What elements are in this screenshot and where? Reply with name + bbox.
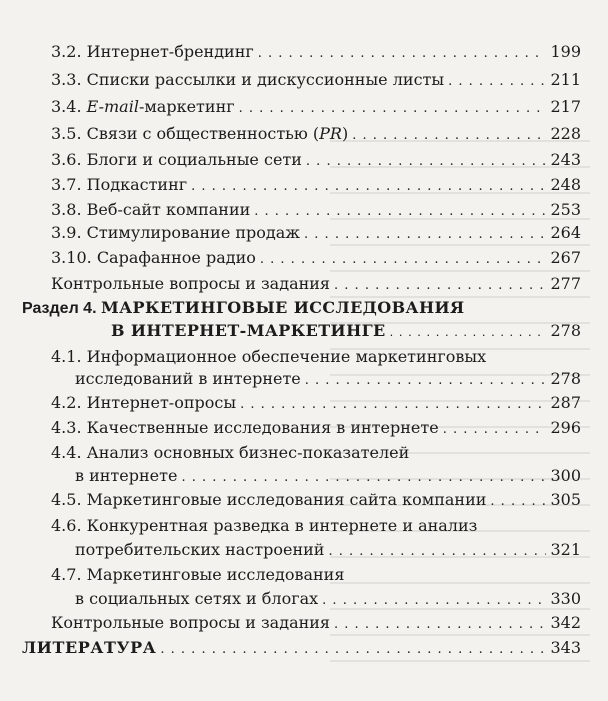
entry-title: Сарафанное радио bbox=[96, 248, 256, 267]
entry-number: 3.2. bbox=[51, 42, 82, 61]
page-number: 267 bbox=[550, 248, 581, 267]
page-number: 228 bbox=[550, 124, 581, 143]
toc-entry-3-8[interactable] bbox=[51, 201, 581, 221]
page-number: 248 bbox=[550, 175, 581, 194]
toc-entry-3-6[interactable] bbox=[51, 151, 581, 171]
page-number: 253 bbox=[550, 200, 581, 219]
leader-dots bbox=[448, 71, 546, 91]
entry-title: Контрольные вопросы и задания bbox=[51, 613, 331, 632]
entry-title: Качественные исследования в интернете bbox=[86, 418, 439, 437]
entry-number: 4.6. bbox=[51, 516, 82, 535]
leader-dots bbox=[181, 467, 546, 487]
leader-dots bbox=[443, 419, 547, 439]
toc-entry-3-questions[interactable] bbox=[51, 275, 581, 295]
page-number: 296 bbox=[550, 418, 581, 437]
page-number: 264 bbox=[550, 223, 581, 242]
page-number: 278 bbox=[550, 369, 581, 388]
leader-dots bbox=[239, 98, 547, 118]
entry-number: 3.6. bbox=[51, 150, 82, 169]
page-number: 211 bbox=[550, 70, 581, 89]
toc-entry-3-7[interactable] bbox=[51, 176, 581, 196]
entry-number: 3.5. bbox=[51, 124, 82, 143]
leader-dots bbox=[306, 151, 547, 171]
entry-title: Стимулирование продаж bbox=[86, 223, 301, 242]
entry-title: Интернет-брендинг bbox=[86, 42, 254, 61]
leader-dots bbox=[305, 370, 547, 390]
toc-entry-3-4[interactable] bbox=[51, 98, 581, 118]
toc-entry-4-4-line1[interactable] bbox=[51, 444, 409, 462]
entry-title: Блоги и социальные сети bbox=[86, 150, 302, 169]
page-number: 321 bbox=[550, 540, 581, 559]
leader-dots bbox=[258, 43, 547, 63]
entry-title: Контрольные вопросы и задания bbox=[51, 274, 331, 293]
entry-title: Веб-сайт компании bbox=[86, 200, 251, 219]
entry-number: 4.3. bbox=[51, 418, 82, 437]
entry-title-end: ) bbox=[341, 124, 349, 143]
entry-title: Маркетинговые исследования сайта компании bbox=[86, 490, 487, 509]
entry-number: 3.8. bbox=[51, 200, 82, 219]
section-title-line2: В ИНТЕРНЕТ-МАРКЕТИНГЕ bbox=[111, 321, 386, 340]
leader-dots bbox=[352, 125, 546, 145]
toc-entry-4-7[interactable] bbox=[75, 590, 581, 610]
leader-dots bbox=[490, 491, 546, 511]
entry-number: 4.1. bbox=[51, 347, 82, 366]
page-number: 278 bbox=[550, 321, 581, 340]
entry-title: Связи с общественностью ( bbox=[86, 124, 320, 143]
entry-title-italic: PR bbox=[319, 124, 342, 143]
entry-title: ЛИТЕРАТУРА bbox=[22, 638, 157, 657]
entry-number: 3.4. bbox=[51, 97, 82, 116]
entry-number: 4.7. bbox=[51, 565, 82, 584]
page-number: 342 bbox=[550, 613, 581, 632]
entry-number: 4.2. bbox=[51, 393, 82, 412]
toc-entry-3-2[interactable] bbox=[51, 43, 581, 63]
toc-entry-3-9[interactable] bbox=[51, 224, 581, 244]
page-number: 343 bbox=[550, 638, 581, 657]
entry-title-italic: E-mail bbox=[86, 97, 139, 116]
entry-title: -маркетинг bbox=[138, 97, 235, 116]
leader-dots bbox=[322, 590, 546, 610]
leader-dots bbox=[390, 323, 547, 341]
section-title-line1: МАРКЕТИНГОВЫЕ ИССЛЕДОВАНИЯ bbox=[100, 298, 465, 317]
leader-dots bbox=[260, 249, 547, 269]
section-4-heading-line2[interactable] bbox=[111, 322, 581, 341]
toc-entry-4-4[interactable] bbox=[75, 467, 581, 487]
page-number: 330 bbox=[550, 589, 581, 608]
toc-entry-3-10[interactable] bbox=[51, 249, 581, 269]
section-4-heading[interactable] bbox=[22, 299, 465, 318]
entry-title: Анализ основных бизнес-показателей bbox=[86, 443, 410, 462]
entry-number: 4.5. bbox=[51, 490, 82, 509]
toc-entry-4-5[interactable] bbox=[51, 491, 581, 511]
entry-title-cont: в интернете bbox=[75, 466, 178, 485]
leader-dots bbox=[160, 639, 546, 659]
entry-title: Конкурентная разведка в интернете и анализ bbox=[86, 516, 478, 535]
entry-number: 3.10. bbox=[51, 248, 92, 267]
page-number: 243 bbox=[550, 150, 581, 169]
page-number: 305 bbox=[550, 490, 581, 509]
toc-entry-literature[interactable] bbox=[22, 639, 581, 659]
page-number: 300 bbox=[550, 466, 581, 485]
entry-title: Информационное обеспечение маркетинговых bbox=[86, 347, 487, 366]
toc-entry-3-3[interactable] bbox=[51, 71, 581, 91]
leader-dots bbox=[334, 614, 546, 634]
leader-dots bbox=[328, 541, 546, 561]
page-number: 199 bbox=[550, 42, 581, 61]
entry-title-cont: исследований в интернете bbox=[75, 369, 301, 388]
page-number: 277 bbox=[550, 274, 581, 293]
leader-dots bbox=[334, 275, 546, 295]
entry-title: Интернет-опросы bbox=[86, 393, 237, 412]
toc-entry-4-1-line1[interactable] bbox=[51, 348, 486, 366]
entry-number: 3.7. bbox=[51, 175, 82, 194]
toc-entry-4-3[interactable] bbox=[51, 419, 581, 439]
entry-number: 4.4. bbox=[51, 443, 82, 462]
entry-number: 3.9. bbox=[51, 223, 82, 242]
entry-title: Списки рассылки и дискуссионные листы bbox=[86, 70, 445, 89]
toc-entry-4-6-line1[interactable] bbox=[51, 517, 477, 535]
leader-dots bbox=[304, 224, 546, 244]
entry-title: Подкастинг bbox=[86, 175, 188, 194]
toc-entry-4-2[interactable] bbox=[51, 394, 581, 414]
leader-dots bbox=[191, 176, 546, 196]
toc-entry-4-7-line1[interactable] bbox=[51, 566, 344, 584]
page-number: 287 bbox=[550, 393, 581, 412]
toc-entry-4-questions[interactable] bbox=[51, 614, 581, 634]
entry-title-cont: потребительских настроений bbox=[75, 540, 325, 559]
leader-dots bbox=[254, 201, 546, 221]
page-number: 217 bbox=[550, 97, 581, 116]
entry-title-cont: в социальных сетях и блогах bbox=[75, 589, 319, 608]
section-prefix: Раздел 4. bbox=[22, 300, 97, 317]
entry-number: 3.3. bbox=[51, 70, 82, 89]
entry-title: Маркетинговые исследования bbox=[86, 565, 345, 584]
toc-entry-3-5[interactable] bbox=[51, 125, 581, 145]
toc-entry-4-1[interactable] bbox=[75, 370, 581, 390]
toc-entry-4-6[interactable] bbox=[75, 541, 581, 561]
leader-dots bbox=[240, 394, 546, 414]
